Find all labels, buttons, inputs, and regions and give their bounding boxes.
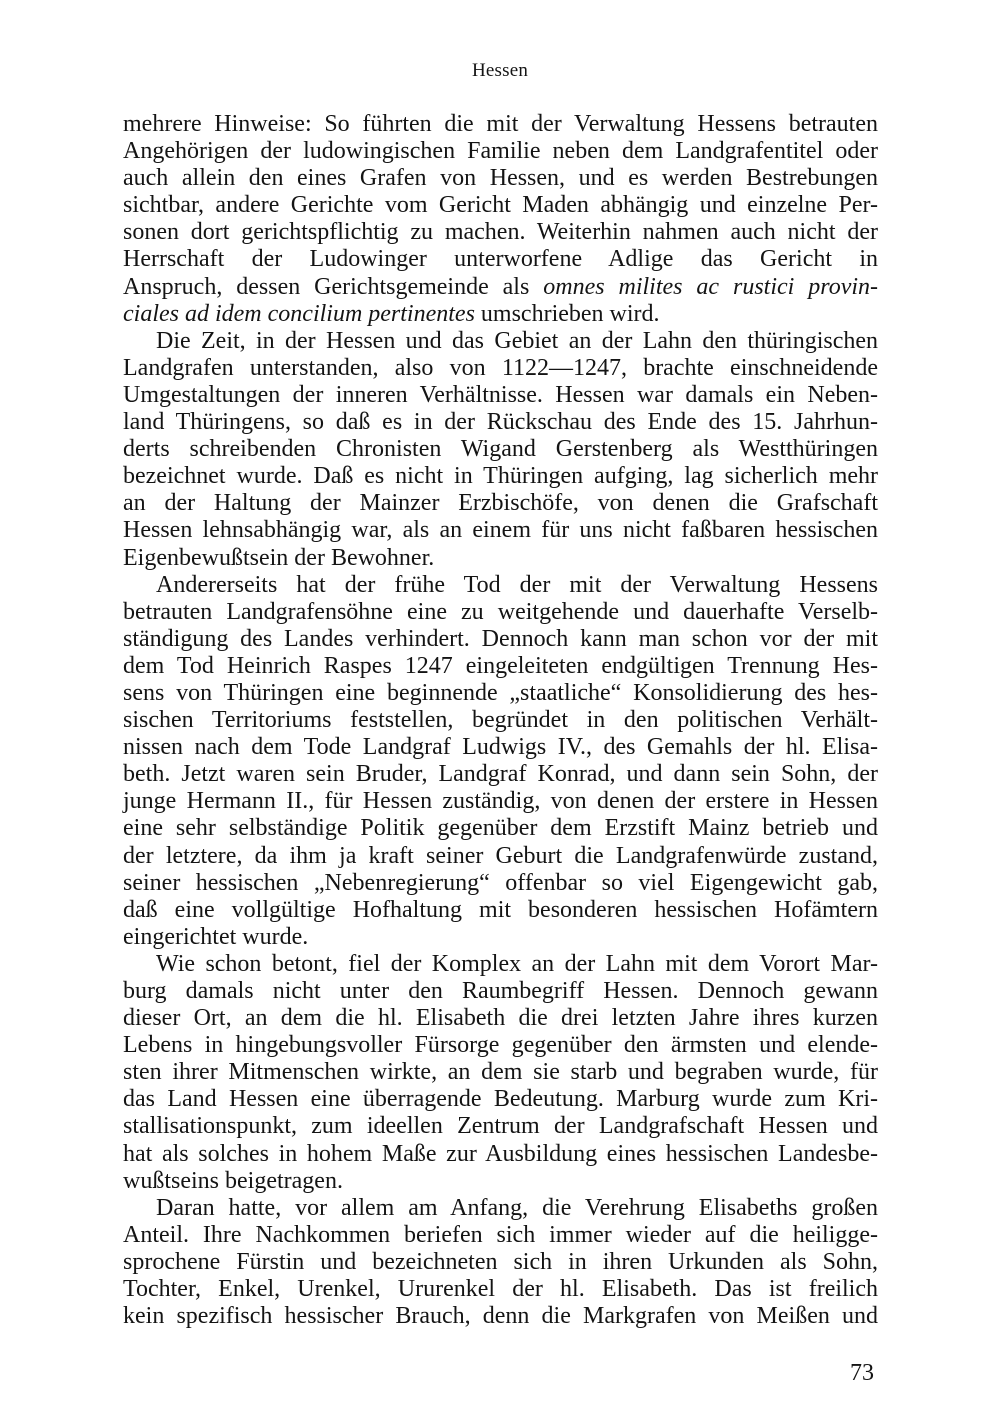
text-line: sischen Territoriums feststellen, begründet in den politischen Verhält- [123, 707, 878, 734]
text-line: Lebens in hingebungsvoller Fürsorge gegenüber den ärmsten und elende- [123, 1032, 878, 1059]
text-line: sonen dort gerichtspflichtig zu machen. Weiterhin nahmen auch nicht der [123, 219, 878, 246]
text-line: das Land Hessen eine überragende Bedeutung. Marburg wurde zum Kri- [123, 1086, 878, 1113]
text-line: derts schreibenden Chronisten Wigand Gerstenberg als Westthüringen [123, 436, 878, 463]
text-line: ständigung des Landes verhindert. Dennoch kann man schon vor der mit [123, 625, 878, 652]
text-line: beth. Jetzt waren sein Bruder, Landgraf Konrad, und dann sein Sohn, der [123, 761, 878, 788]
text-line: eingerichtet wurde. [123, 923, 309, 950]
text-line: burg damals nicht unter den Raumbegriff Hessen. Dennoch gewann [123, 978, 878, 1004]
text-line-italic-run: ciales ad idem concilium pertinentes umschrieben wird. [123, 300, 660, 327]
paragraph-5 [123, 1195, 878, 1330]
text-line: Herrschaft der Ludowinger unterworfene Adlige das Gericht in [123, 246, 878, 273]
running-head: Hessen [471, 60, 529, 81]
text-line: dieser Ort, an dem die hl. Elisabeth die drei letzten Jahre ihres kurzen [123, 1005, 878, 1032]
text-line: Umgestaltungen der inneren Verhältnisse. Hessen war damals ein Neben- [123, 381, 878, 408]
page-number: 73 [850, 1360, 874, 1386]
text-line: dem Tod Heinrich Raspes 1247 eingeleiteten endgültigen Trennung Hes- [123, 652, 878, 679]
text-line: eine sehr selbständige Politik gegenüber dem Erzstift Mainz betrieb und [123, 815, 878, 842]
text-line: sens von Thüringen eine beginnende „staatliche“ Konsolidierung des hes- [123, 679, 878, 706]
latin-quote: omnes milites ac rustici provin- [543, 273, 878, 300]
text-line: an der Haltung der Mainzer Erzbischöfe, von denen die Grafschaft [123, 490, 878, 517]
text-line: Die Zeit, in der Hessen und das Gebiet an der Lahn den thüringischen [156, 327, 878, 354]
text-line: betrauten Landgrafensöhne eine zu weitgehende und dauerhafte Verselb- [123, 598, 878, 625]
text-line: Hessen lehnsabhängig war, als an einem für uns nicht faßbaren hessischen [123, 517, 878, 544]
latin-quote: ciales ad idem concilium pertinentes [123, 300, 475, 327]
text-line: stallisationspunkt, zum ideellen Zentrum der Landgrafschaft Hessen und [123, 1113, 878, 1140]
text-line: daß eine vollgültige Hofhaltung mit besonderen hessischen Hofämtern [123, 896, 878, 923]
text-line: sten ihrer Mitmenschen wirkte, an dem sie starb und begraben wurde, für [123, 1059, 878, 1086]
text-line: auch allein den eines Grafen von Hessen, und es werden Bestrebungen [123, 165, 878, 192]
body-text [123, 111, 878, 1330]
text-line: wußtseins beigetragen. [123, 1167, 343, 1194]
text-line: seiner hessischen „Nebenregierung“ offenbar so viel Eigengewicht gab, [123, 869, 878, 896]
text-line: mehrere Hinweise: So führten die mit der Verwaltung Hessens betrauten [123, 111, 878, 137]
text-line: bezeichnet wurde. Daß es nicht in Thüringen aufging, lag sicherlich mehr [123, 463, 878, 490]
text-line: nissen nach dem Tode Landgraf Ludwigs IV., des Gemahls der hl. Elisa- [123, 734, 878, 761]
text-line: Wie schon betont, fiel der Komplex an der Lahn mit dem Vorort Mar- [156, 950, 878, 977]
text-line-italic-run: Anspruch, dessen Gerichtsgemeinde als omnes milites ac rustici provin- [123, 273, 878, 300]
text-line: der letztere, da ihm ja kraft seiner Geburt die Landgrafenwürde zustand, [123, 842, 878, 869]
text-line: junge Hermann II., für Hessen zuständig, von denen der erstere in Hessen [123, 788, 878, 815]
text-line: hat als solches in hohem Maße zur Ausbildung eines hessischen Landesbe- [123, 1140, 878, 1167]
text-line: land Thüringens, so daß es in der Rückschau des Ende des 15. Jahrhun- [123, 409, 878, 436]
text-line: Anteil. Ihre Nachkommen beriefen sich immer wieder auf die heiligge- [123, 1221, 878, 1248]
text-line: sichtbar, andere Gerichte vom Gericht Maden abhängig und einzelne Per- [123, 192, 878, 219]
text-line: Tochter, Enkel, Urenkel, Ururenkel der hl. Elisabeth. Das ist freilich [123, 1276, 878, 1303]
text-line: Landgrafen unterstanden, also von 1122—1247, brachte einschneidende [123, 354, 878, 381]
text-line: sprochene Fürstin und bezeichneten sich in ihren Urkunden als Sohn, [123, 1248, 878, 1275]
paragraph-1 [123, 111, 878, 328]
text-line: Angehörigen der ludowingischen Familie neben dem Landgrafentitel oder [123, 138, 878, 165]
text-line: Eigenbewußtsein der Bewohner. [123, 544, 435, 571]
paragraph-2 [123, 328, 878, 572]
paragraph-4 [123, 951, 878, 1195]
text-line: Andererseits hat der frühe Tod der mit der Verwaltung Hessens [156, 571, 878, 598]
paragraph-3 [123, 572, 878, 951]
text-line: Daran hatte, vor allem am Anfang, die Verehrung Elisabeths großen [156, 1194, 878, 1221]
text-line: kein spezifisch hessischer Brauch, denn die Markgrafen von Meißen und [123, 1303, 878, 1330]
